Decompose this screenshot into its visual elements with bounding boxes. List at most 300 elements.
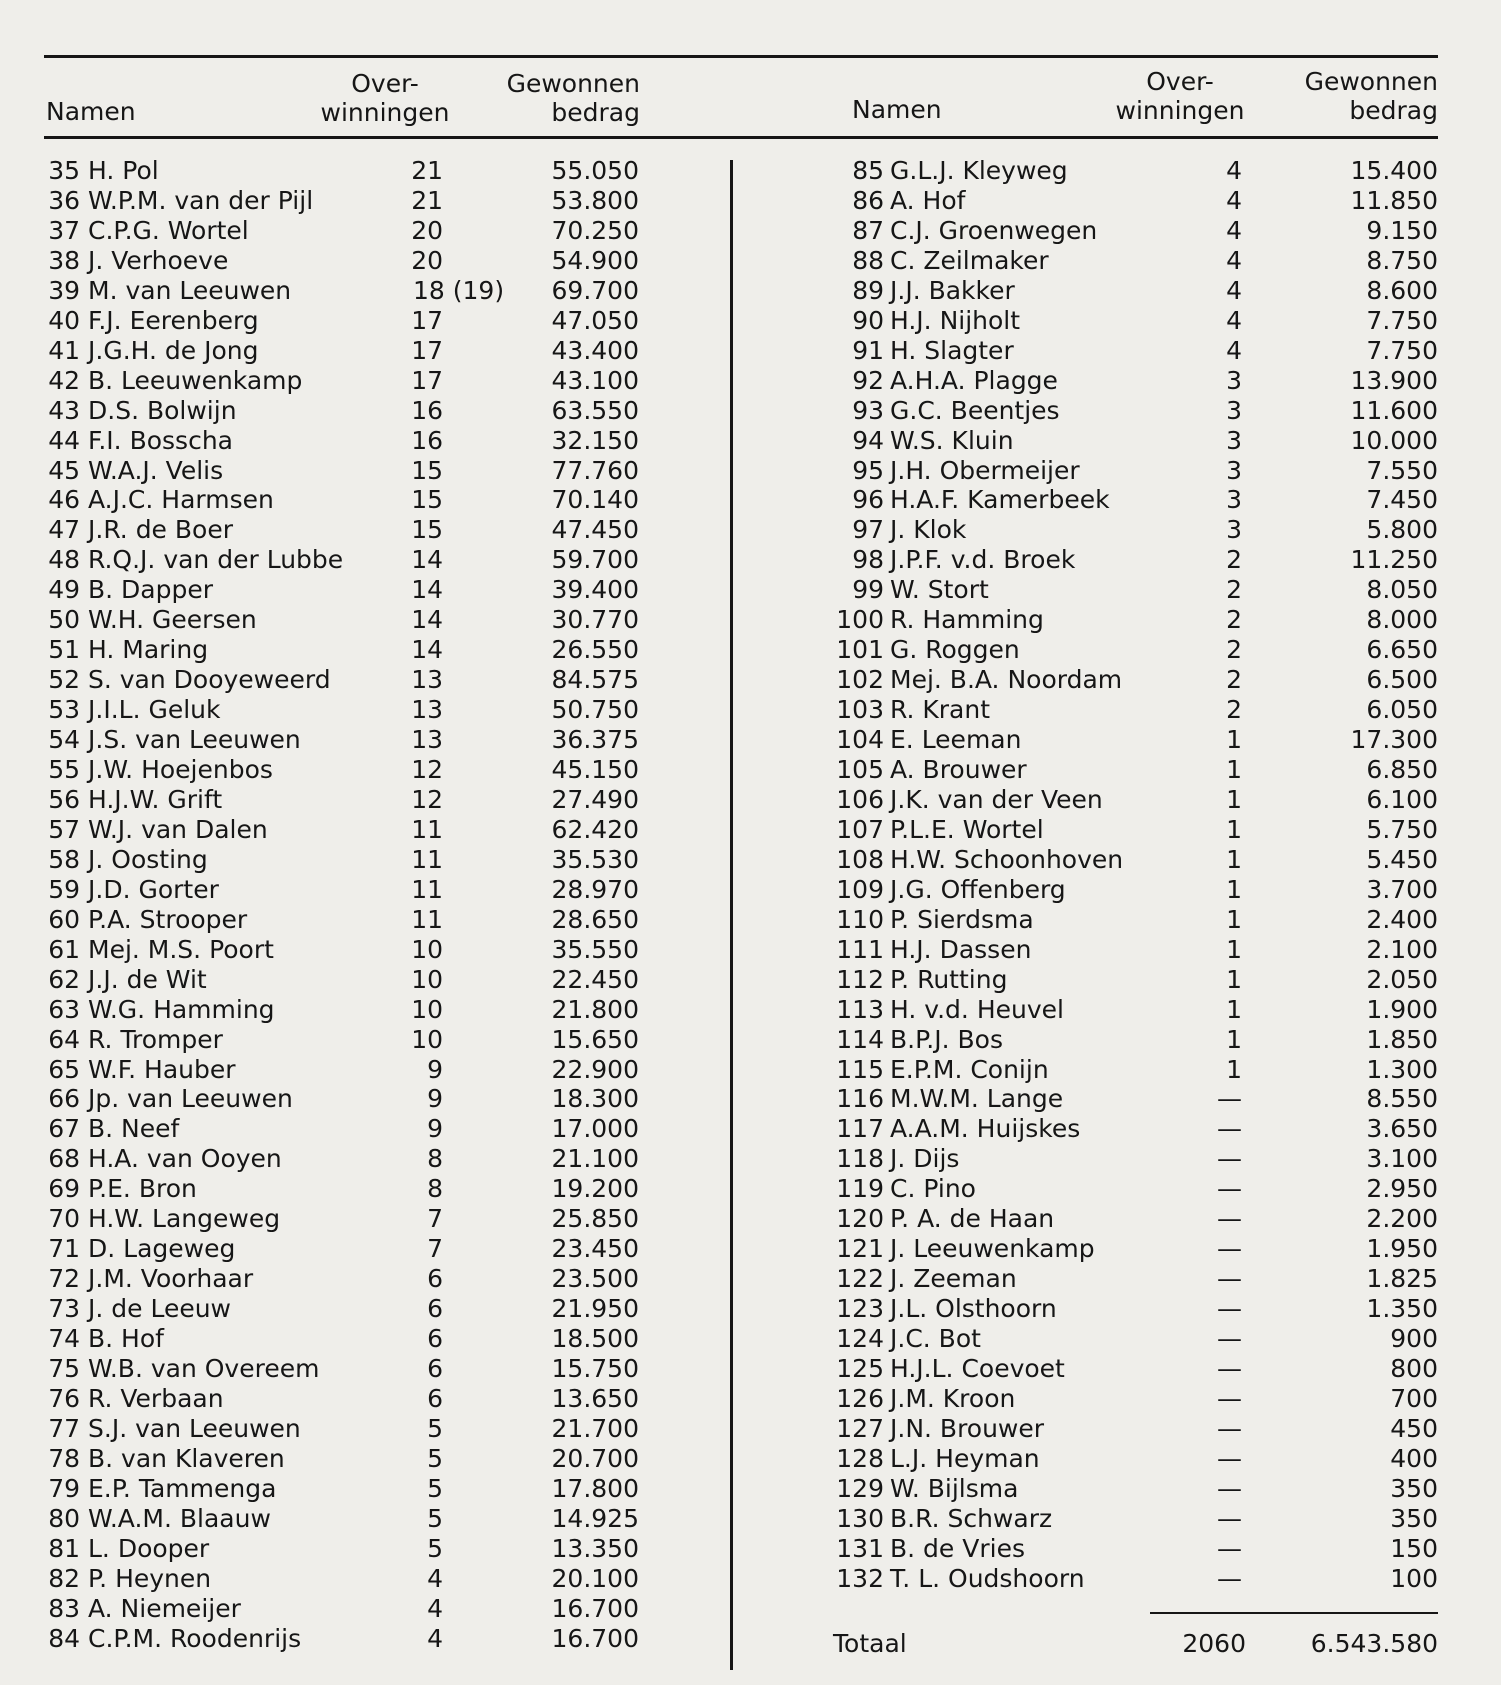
row-name: G. Roggen: [890, 635, 1020, 665]
table-row: [0, 426, 1501, 456]
row-number: 109: [836, 874, 884, 904]
row-name: J.N. Brouwer: [890, 1413, 1045, 1443]
table-row: [0, 515, 1501, 545]
row-number: 86: [852, 185, 884, 215]
row-wins: —: [1217, 1084, 1242, 1114]
table-row: [0, 186, 1501, 216]
row-wins: 14: [411, 605, 443, 635]
row-number: 44: [48, 425, 80, 455]
row-number: 102: [836, 665, 884, 695]
table-row: [0, 276, 1501, 306]
row-amount: 22.450: [551, 964, 639, 994]
row-wins: 9: [427, 1084, 443, 1114]
row-name: J.M. Kroon: [890, 1383, 1016, 1413]
row-wins: 1: [1226, 844, 1242, 874]
row-amount: 13.650: [551, 1383, 639, 1413]
row-amount: 35.530: [551, 844, 639, 874]
row-name: E.P. Tammenga: [88, 1473, 277, 1503]
row-name: B. van Klaveren: [88, 1443, 285, 1473]
row-name: B. Dapper: [88, 575, 214, 605]
row-number: 112: [836, 964, 884, 994]
row-name: H.A. van Ooyen: [88, 1144, 282, 1174]
row-number: 118: [836, 1144, 884, 1174]
row-amount: 63.550: [551, 395, 639, 425]
table-row: [0, 785, 1501, 815]
row-number: 91: [852, 335, 884, 365]
row-wins: 1: [1226, 1024, 1242, 1054]
table-row: [0, 485, 1501, 515]
row-name: W.H. Geersen: [88, 605, 257, 635]
row-name: B. Hof: [88, 1324, 164, 1354]
row-wins: 4: [1226, 215, 1242, 245]
row-amount: 14.925: [551, 1503, 639, 1533]
row-wins: —: [1217, 1473, 1242, 1503]
row-amount: 450: [1390, 1413, 1438, 1443]
row-wins: —: [1217, 1264, 1242, 1294]
row-name: J.K. van der Veen: [890, 784, 1103, 814]
row-name: B. Leeuwenkamp: [88, 365, 303, 395]
row-amount: 6.650: [1366, 635, 1438, 665]
row-number: 124: [836, 1324, 884, 1354]
row-number: 104: [836, 725, 884, 755]
row-amount: 43.100: [551, 365, 639, 395]
row-amount: 70.250: [551, 215, 639, 245]
row-wins: 2: [1226, 695, 1242, 725]
table-row: [0, 1384, 1501, 1414]
row-name: W.P.M. van der Pijl: [88, 185, 314, 215]
row-name: J.J. Bakker: [890, 275, 1015, 305]
total-amount: 6.543.580: [1310, 1629, 1438, 1658]
row-amount: 7.750: [1366, 305, 1438, 335]
row-number: 36: [48, 185, 80, 215]
row-wins: 14: [411, 575, 443, 605]
row-name: D. Lageweg: [88, 1234, 236, 1264]
row-wins: 4: [1226, 156, 1242, 185]
row-amount: 15.750: [551, 1354, 639, 1383]
row-name: W.A.J. Velis: [88, 455, 224, 485]
row-name: W.S. Kluin: [890, 425, 1014, 455]
row-wins: 1: [1226, 874, 1242, 904]
row-name: A. Brouwer: [890, 755, 1027, 784]
table-row: [0, 665, 1501, 695]
row-name: A. Niemeijer: [88, 1593, 241, 1623]
table-row: [0, 1264, 1501, 1294]
row-name: H.W. Langeweg: [88, 1204, 281, 1234]
row-name: Mej. M.S. Poort: [88, 934, 274, 964]
row-number: 99: [852, 575, 884, 605]
row-name: H.J.W. Grift: [88, 784, 223, 814]
row-amount: 23.450: [551, 1234, 639, 1264]
row-number: 84: [48, 1623, 80, 1653]
row-name: H.J.L. Coevoet: [890, 1354, 1065, 1383]
table-row: [0, 366, 1501, 396]
row-name: J. Oosting: [88, 844, 208, 874]
table-row: [0, 965, 1501, 995]
table-row: [0, 995, 1501, 1025]
row-wins: —: [1217, 1563, 1242, 1593]
row-number: 75: [48, 1354, 80, 1383]
row-wins: —: [1217, 1204, 1242, 1234]
row-amount: 21.100: [551, 1144, 639, 1174]
row-number: 53: [48, 695, 80, 725]
row-name: L.J. Heyman: [890, 1443, 1040, 1473]
row-wins: 7: [427, 1204, 443, 1234]
table-row: [0, 1504, 1501, 1534]
row-wins: 17: [411, 335, 443, 365]
row-name: Mej. B.A. Noordam: [890, 665, 1123, 695]
row-number: 122: [836, 1264, 884, 1294]
row-wins: 13: [411, 695, 443, 725]
row-amount: 1.825: [1366, 1264, 1438, 1294]
row-wins: 11: [411, 844, 443, 874]
row-number: 117: [836, 1114, 884, 1144]
row-amount: 3.650: [1366, 1114, 1438, 1144]
row-number: 64: [48, 1024, 80, 1054]
row-name: J.H. Obermeijer: [890, 455, 1080, 485]
row-name: H.W. Schoonhoven: [890, 844, 1124, 874]
row-number: 127: [836, 1413, 884, 1443]
row-wins: 6: [427, 1294, 443, 1324]
row-amount: 13.900: [1350, 365, 1438, 395]
row-wins: 1: [1226, 784, 1242, 814]
table-row: [0, 156, 1501, 186]
row-wins: 10: [411, 934, 443, 964]
row-number: 54: [48, 725, 80, 755]
row-wins: 20: [411, 245, 443, 275]
row-wins: 17: [411, 365, 443, 395]
row-name: R. Hamming: [890, 605, 1044, 635]
row-number: 78: [48, 1443, 80, 1473]
row-wins: 3: [1226, 425, 1242, 455]
row-wins: 15: [411, 515, 443, 545]
table-row: [0, 1114, 1501, 1144]
row-number: 93: [852, 395, 884, 425]
row-name: P.E. Bron: [88, 1174, 197, 1204]
row-amount: 5.450: [1366, 844, 1438, 874]
row-amount: 20.700: [551, 1443, 639, 1473]
row-number: 100: [836, 605, 884, 635]
row-wins: 3: [1226, 365, 1242, 395]
row-name: R. Krant: [890, 695, 991, 725]
row-name: M. van Leeuwen: [88, 275, 292, 305]
row-name: R. Verbaan: [88, 1383, 224, 1413]
row-wins: 4: [427, 1593, 443, 1623]
row-amount: 54.900: [551, 245, 639, 275]
row-number: 74: [48, 1324, 80, 1354]
row-name: Jp. van Leeuwen: [88, 1084, 293, 1114]
row-name: W.G. Hamming: [88, 994, 275, 1024]
row-wins: 21: [411, 185, 443, 215]
row-wins: 1: [1226, 994, 1242, 1024]
table-row: [0, 1414, 1501, 1444]
table-row: [0, 1144, 1501, 1174]
row-name: L. Dooper: [88, 1533, 210, 1563]
row-name: G.L.J. Kleyweg: [890, 156, 1068, 185]
row-wins: 15: [411, 455, 443, 485]
row-wins: 6: [427, 1383, 443, 1413]
table-row: [0, 575, 1501, 605]
row-number: 96: [852, 485, 884, 515]
row-name: B.R. Schwarz: [890, 1503, 1053, 1533]
row-wins: 4: [427, 1563, 443, 1593]
row-number: 66: [48, 1084, 80, 1114]
row-number: 82: [48, 1563, 80, 1593]
row-name: A.J.C. Harmsen: [88, 485, 274, 515]
row-name: A. Hof: [890, 185, 966, 215]
row-name: J.G. Offenberg: [890, 874, 1066, 904]
row-wins: 3: [1226, 395, 1242, 425]
row-number: 76: [48, 1383, 80, 1413]
row-name: R. Tromper: [88, 1024, 223, 1054]
row-number: 119: [836, 1174, 884, 1204]
row-wins: 2: [1226, 635, 1242, 665]
table-row: [0, 635, 1501, 665]
row-wins: 3: [1226, 455, 1242, 485]
row-amount: 28.970: [551, 874, 639, 904]
row-number: 92: [852, 365, 884, 395]
row-number: 103: [836, 695, 884, 725]
row-amount: 10.000: [1350, 425, 1438, 455]
row-name: C.P.G. Wortel: [88, 215, 249, 245]
table-row: [0, 875, 1501, 905]
row-name: P.L.E. Wortel: [890, 814, 1044, 844]
row-wins: 11: [411, 814, 443, 844]
row-amount: 5.800: [1366, 515, 1438, 545]
row-amount: 8.050: [1366, 575, 1438, 605]
row-name: H. Maring: [88, 635, 209, 665]
row-name: J.M. Voorhaar: [88, 1264, 254, 1294]
row-wins: 13: [411, 665, 443, 695]
row-amount: 700: [1390, 1383, 1438, 1413]
row-amount: 1.900: [1366, 994, 1438, 1024]
row-name: W. Stort: [890, 575, 989, 605]
row-wins: 4: [427, 1623, 443, 1653]
row-name: W.F. Hauber: [88, 1054, 236, 1084]
row-amount: 2.100: [1366, 934, 1438, 964]
row-number: 55: [48, 755, 80, 784]
row-amount: 55.050: [551, 156, 639, 185]
row-amount: 1.850: [1366, 1024, 1438, 1054]
row-amount: 21.800: [551, 994, 639, 1024]
table-row: [0, 725, 1501, 755]
row-amount: 23.500: [551, 1264, 639, 1294]
row-number: 120: [836, 1204, 884, 1234]
row-amount: 59.700: [551, 545, 639, 575]
row-name: H. v.d. Heuvel: [890, 994, 1064, 1024]
row-wins: 6: [427, 1354, 443, 1383]
row-wins: —: [1217, 1413, 1242, 1443]
row-amount: 2.400: [1366, 904, 1438, 934]
header-bottom-rule: [44, 136, 1438, 139]
row-wins: 5: [427, 1533, 443, 1563]
row-amount: 11.600: [1350, 395, 1438, 425]
row-wins: 14: [411, 545, 443, 575]
table-row: [0, 1204, 1501, 1234]
row-wins: 18 (19): [413, 275, 505, 305]
table-row: [0, 1354, 1501, 1384]
row-amount: 8.550: [1366, 1084, 1438, 1114]
table-row: [0, 396, 1501, 426]
row-wins: 15: [411, 485, 443, 515]
row-number: 105: [836, 755, 884, 784]
row-amount: 70.140: [551, 485, 639, 515]
row-wins: 4: [1226, 335, 1242, 365]
row-name: M.W.M. Lange: [890, 1084, 1064, 1114]
row-number: 68: [48, 1144, 80, 1174]
row-number: 52: [48, 665, 80, 695]
row-name: J. Leeuwenkamp: [890, 1234, 1095, 1264]
row-wins: 11: [411, 904, 443, 934]
row-amount: 84.575: [551, 665, 639, 695]
row-wins: 5: [427, 1413, 443, 1443]
row-number: 39: [48, 275, 80, 305]
row-amount: 150: [1390, 1533, 1438, 1563]
row-number: 46: [48, 485, 80, 515]
total-wins: 2060: [1182, 1629, 1246, 1658]
row-wins: 21: [411, 156, 443, 185]
table-row: [0, 935, 1501, 965]
row-amount: 30.770: [551, 605, 639, 635]
row-amount: 1.950: [1366, 1234, 1438, 1264]
row-wins: 14: [411, 635, 443, 665]
row-wins: 5: [427, 1503, 443, 1533]
row-wins: 1: [1226, 814, 1242, 844]
table-row: [0, 1474, 1501, 1504]
row-amount: 45.150: [551, 755, 639, 784]
table-row: [0, 755, 1501, 785]
row-number: 85: [852, 156, 884, 185]
row-wins: —: [1217, 1234, 1242, 1264]
row-name: R.Q.J. van der Lubbe: [88, 545, 344, 575]
row-number: 95: [852, 455, 884, 485]
row-wins: —: [1217, 1174, 1242, 1204]
row-wins: —: [1217, 1294, 1242, 1324]
row-amount: 8.000: [1366, 605, 1438, 635]
row-name: P. A. de Haan: [890, 1204, 1055, 1234]
row-amount: 16.700: [551, 1623, 639, 1653]
row-name: J. Zeeman: [890, 1264, 1017, 1294]
row-name: J. Klok: [890, 515, 967, 545]
row-amount: 32.150: [551, 425, 639, 455]
right-header-wins: Over- winningen: [1115, 67, 1245, 125]
row-number: 67: [48, 1114, 80, 1144]
table-row: [0, 1025, 1501, 1055]
table-row: [0, 1084, 1501, 1114]
row-number: 62: [48, 964, 80, 994]
row-amount: 800: [1390, 1354, 1438, 1383]
row-amount: 47.050: [551, 305, 639, 335]
row-name: H.J. Nijholt: [890, 305, 1021, 335]
table-row: [0, 216, 1501, 246]
row-amount: 77.760: [551, 455, 639, 485]
row-wins: —: [1217, 1114, 1242, 1144]
row-wins: 4: [1226, 245, 1242, 275]
row-number: 123: [836, 1294, 884, 1324]
row-wins: 1: [1226, 725, 1242, 755]
row-name: D.S. Bolwijn: [88, 395, 237, 425]
row-amount: 25.850: [551, 1204, 639, 1234]
row-number: 87: [852, 215, 884, 245]
left-header-amount: Gewonnen bedrag: [506, 69, 640, 127]
row-name: W. Bijlsma: [890, 1473, 1019, 1503]
row-name: S. van Dooyeweerd: [88, 665, 331, 695]
row-name: J.G.H. de Jong: [88, 335, 259, 365]
row-wins: 3: [1226, 485, 1242, 515]
row-name: A.H.A. Plagge: [890, 365, 1058, 395]
table-row: [0, 695, 1501, 725]
row-name: P. Rutting: [890, 964, 1008, 994]
row-number: 131: [836, 1533, 884, 1563]
header-top-rule: [44, 55, 1438, 58]
table-row: [0, 605, 1501, 635]
row-number: 63: [48, 994, 80, 1024]
row-amount: 15.400: [1350, 156, 1438, 185]
row-amount: 17.300: [1350, 725, 1438, 755]
table-row: [0, 905, 1501, 935]
row-number: 90: [852, 305, 884, 335]
row-number: 125: [836, 1354, 884, 1383]
row-amount: 2.950: [1366, 1174, 1438, 1204]
row-name: B. de Vries: [890, 1533, 1025, 1563]
row-wins: 2: [1226, 575, 1242, 605]
row-wins: 8: [427, 1144, 443, 1174]
row-number: 94: [852, 425, 884, 455]
left-header-names: Namen: [46, 97, 136, 126]
row-wins: 6: [427, 1264, 443, 1294]
row-amount: 21.950: [551, 1294, 639, 1324]
row-number: 37: [48, 215, 80, 245]
row-amount: 6.050: [1366, 695, 1438, 725]
table-row: [0, 1055, 1501, 1085]
table-row: [0, 815, 1501, 845]
row-amount: 2.200: [1366, 1204, 1438, 1234]
row-amount: 47.450: [551, 515, 639, 545]
row-name: S.J. van Leeuwen: [88, 1413, 301, 1443]
row-name: H. Pol: [88, 156, 159, 185]
row-number: 83: [48, 1593, 80, 1623]
row-amount: 8.600: [1366, 275, 1438, 305]
row-wins: 9: [427, 1054, 443, 1084]
row-number: 113: [836, 994, 884, 1024]
row-amount: 28.650: [551, 904, 639, 934]
row-number: 89: [852, 275, 884, 305]
row-number: 80: [48, 1503, 80, 1533]
row-number: 35: [48, 156, 80, 185]
row-wins: —: [1217, 1324, 1242, 1354]
row-wins: —: [1217, 1144, 1242, 1174]
row-amount: 20.100: [551, 1563, 639, 1593]
row-number: 116: [836, 1084, 884, 1114]
row-name: W.B. van Overeem: [88, 1354, 320, 1383]
row-amount: 36.375: [551, 725, 639, 755]
row-amount: 3.700: [1366, 874, 1438, 904]
row-amount: 11.850: [1350, 185, 1438, 215]
row-amount: 350: [1390, 1473, 1438, 1503]
row-name: J.I.L. Geluk: [88, 695, 221, 725]
row-amount: 19.200: [551, 1174, 639, 1204]
row-amount: 69.700: [551, 275, 639, 305]
table-row: [0, 1564, 1501, 1594]
row-wins: 5: [427, 1443, 443, 1473]
row-amount: 43.400: [551, 335, 639, 365]
row-number: 50: [48, 605, 80, 635]
row-number: 110: [836, 904, 884, 934]
row-number: 42: [48, 365, 80, 395]
row-amount: 9.150: [1366, 215, 1438, 245]
row-number: 38: [48, 245, 80, 275]
table-row: [0, 306, 1501, 336]
row-amount: 17.000: [551, 1114, 639, 1144]
